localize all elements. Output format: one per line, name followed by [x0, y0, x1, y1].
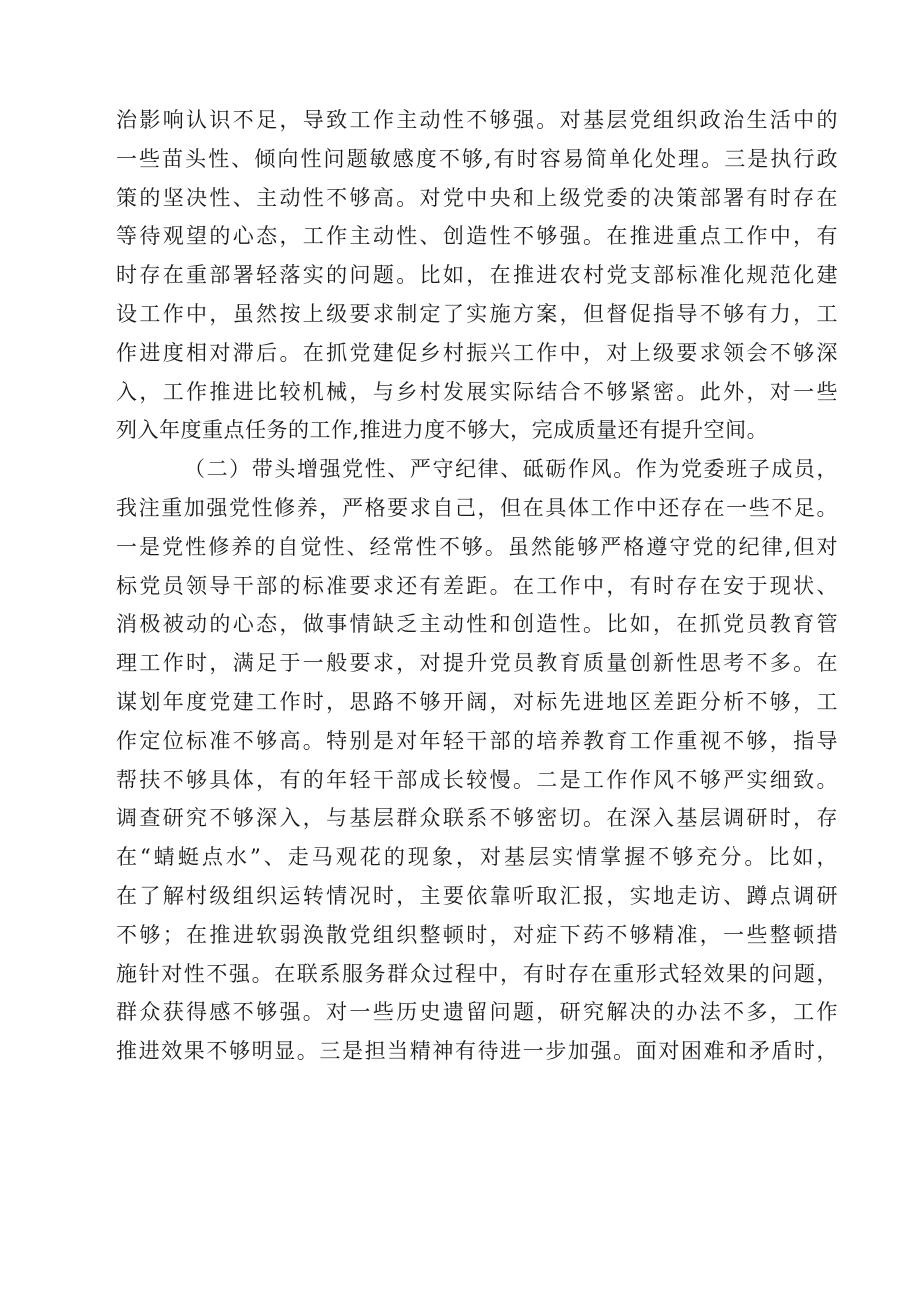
text-line: 我注重加强党性修养，严格要求自己，但在具体工作中还存在一些不足。	[116, 495, 838, 520]
text-line: 作进度相对滞后。在抓党建促乡村振兴工作中，对上级要求领会不够深	[116, 340, 838, 365]
text-line: 设工作中，虽然按上级要求制定了实施方案，但督促指导不够有力，工	[116, 301, 838, 326]
text-line: 一是党性修养的自觉性、经常性不够。虽然能够严格遵守党的纪律,但对	[116, 534, 838, 559]
text-line: 时存在重部署轻落实的问题。比如，在推进农村党支部标准化规范化建	[116, 263, 838, 288]
text-line: 一些苗头性、倾向性问题敏感度不够,有时容易简单化处理。三是执行政	[116, 146, 838, 171]
text-line: 在“蜻蜓点水”、走马观花的现象，对基层实情掌握不够充分。比如，	[116, 845, 838, 870]
text-line: 标党员领导干部的标准要求还有差距。在工作中，有时存在安于现状、	[116, 573, 838, 598]
section-heading-line: （二）带头增强党性、严守纪律、砥砺作风。作为党委班子成员，	[184, 457, 838, 482]
text-line: 等待观望的心态，工作主动性、创造性不够强。在推进重点工作中，有	[116, 224, 838, 249]
text-line: 帮扶不够具体，有的年轻干部成长较慢。二是工作作风不够严实细致。	[116, 767, 838, 792]
text-line: 作定位标准不够高。特别是对年轻干部的培养教育工作重视不够，指导	[116, 728, 838, 753]
text-line: 在了解村级组织运转情况时，主要依靠听取汇报，实地走访、蹲点调研	[116, 883, 838, 908]
text-line: 治影响认识不足，导致工作主动性不够强。对基层党组织政治生活中的	[116, 108, 838, 132]
text-line: 消极被动的心态，做事情缺乏主动性和创造性。比如，在抓党员教育管	[116, 612, 838, 637]
text-line: 推进效果不够明显。三是担当精神有待进一步加强。面对困难和矛盾时，	[116, 1039, 838, 1064]
text-line: 施针对性不强。在联系服务群众过程中，有时存在重形式轻效果的问题，	[116, 961, 838, 986]
text-line: 策的坚决性、主动性不够高。对党中央和上级党委的决策部署有时存在	[116, 185, 838, 210]
text-line: 调查研究不够深入，与基层群众联系不够密切。在深入基层调研时，存	[116, 806, 838, 831]
text-line: 理工作时，满足于一般要求，对提升党员教育质量创新性思考不多。在	[116, 651, 838, 676]
text-line: 列入年度重点任务的工作,推进力度不够大，完成质量还有提升空间。	[116, 418, 769, 443]
text-line: 群众获得感不够强。对一些历史遗留问题，研究解决的办法不多，工作	[116, 1000, 838, 1025]
text-line: 谋划年度党建工作时，思路不够开阔，对标先进地区差距分析不够，工	[116, 689, 838, 714]
text-line: 不够；在推进软弱涣散党组织整顿时，对症下药不够精准，一些整顿措	[116, 922, 838, 947]
body-text	[116, 101, 838, 1071]
text-line: 入，工作推进比较机械，与乡村发展实际结合不够紧密。此外，对一些	[116, 379, 838, 404]
